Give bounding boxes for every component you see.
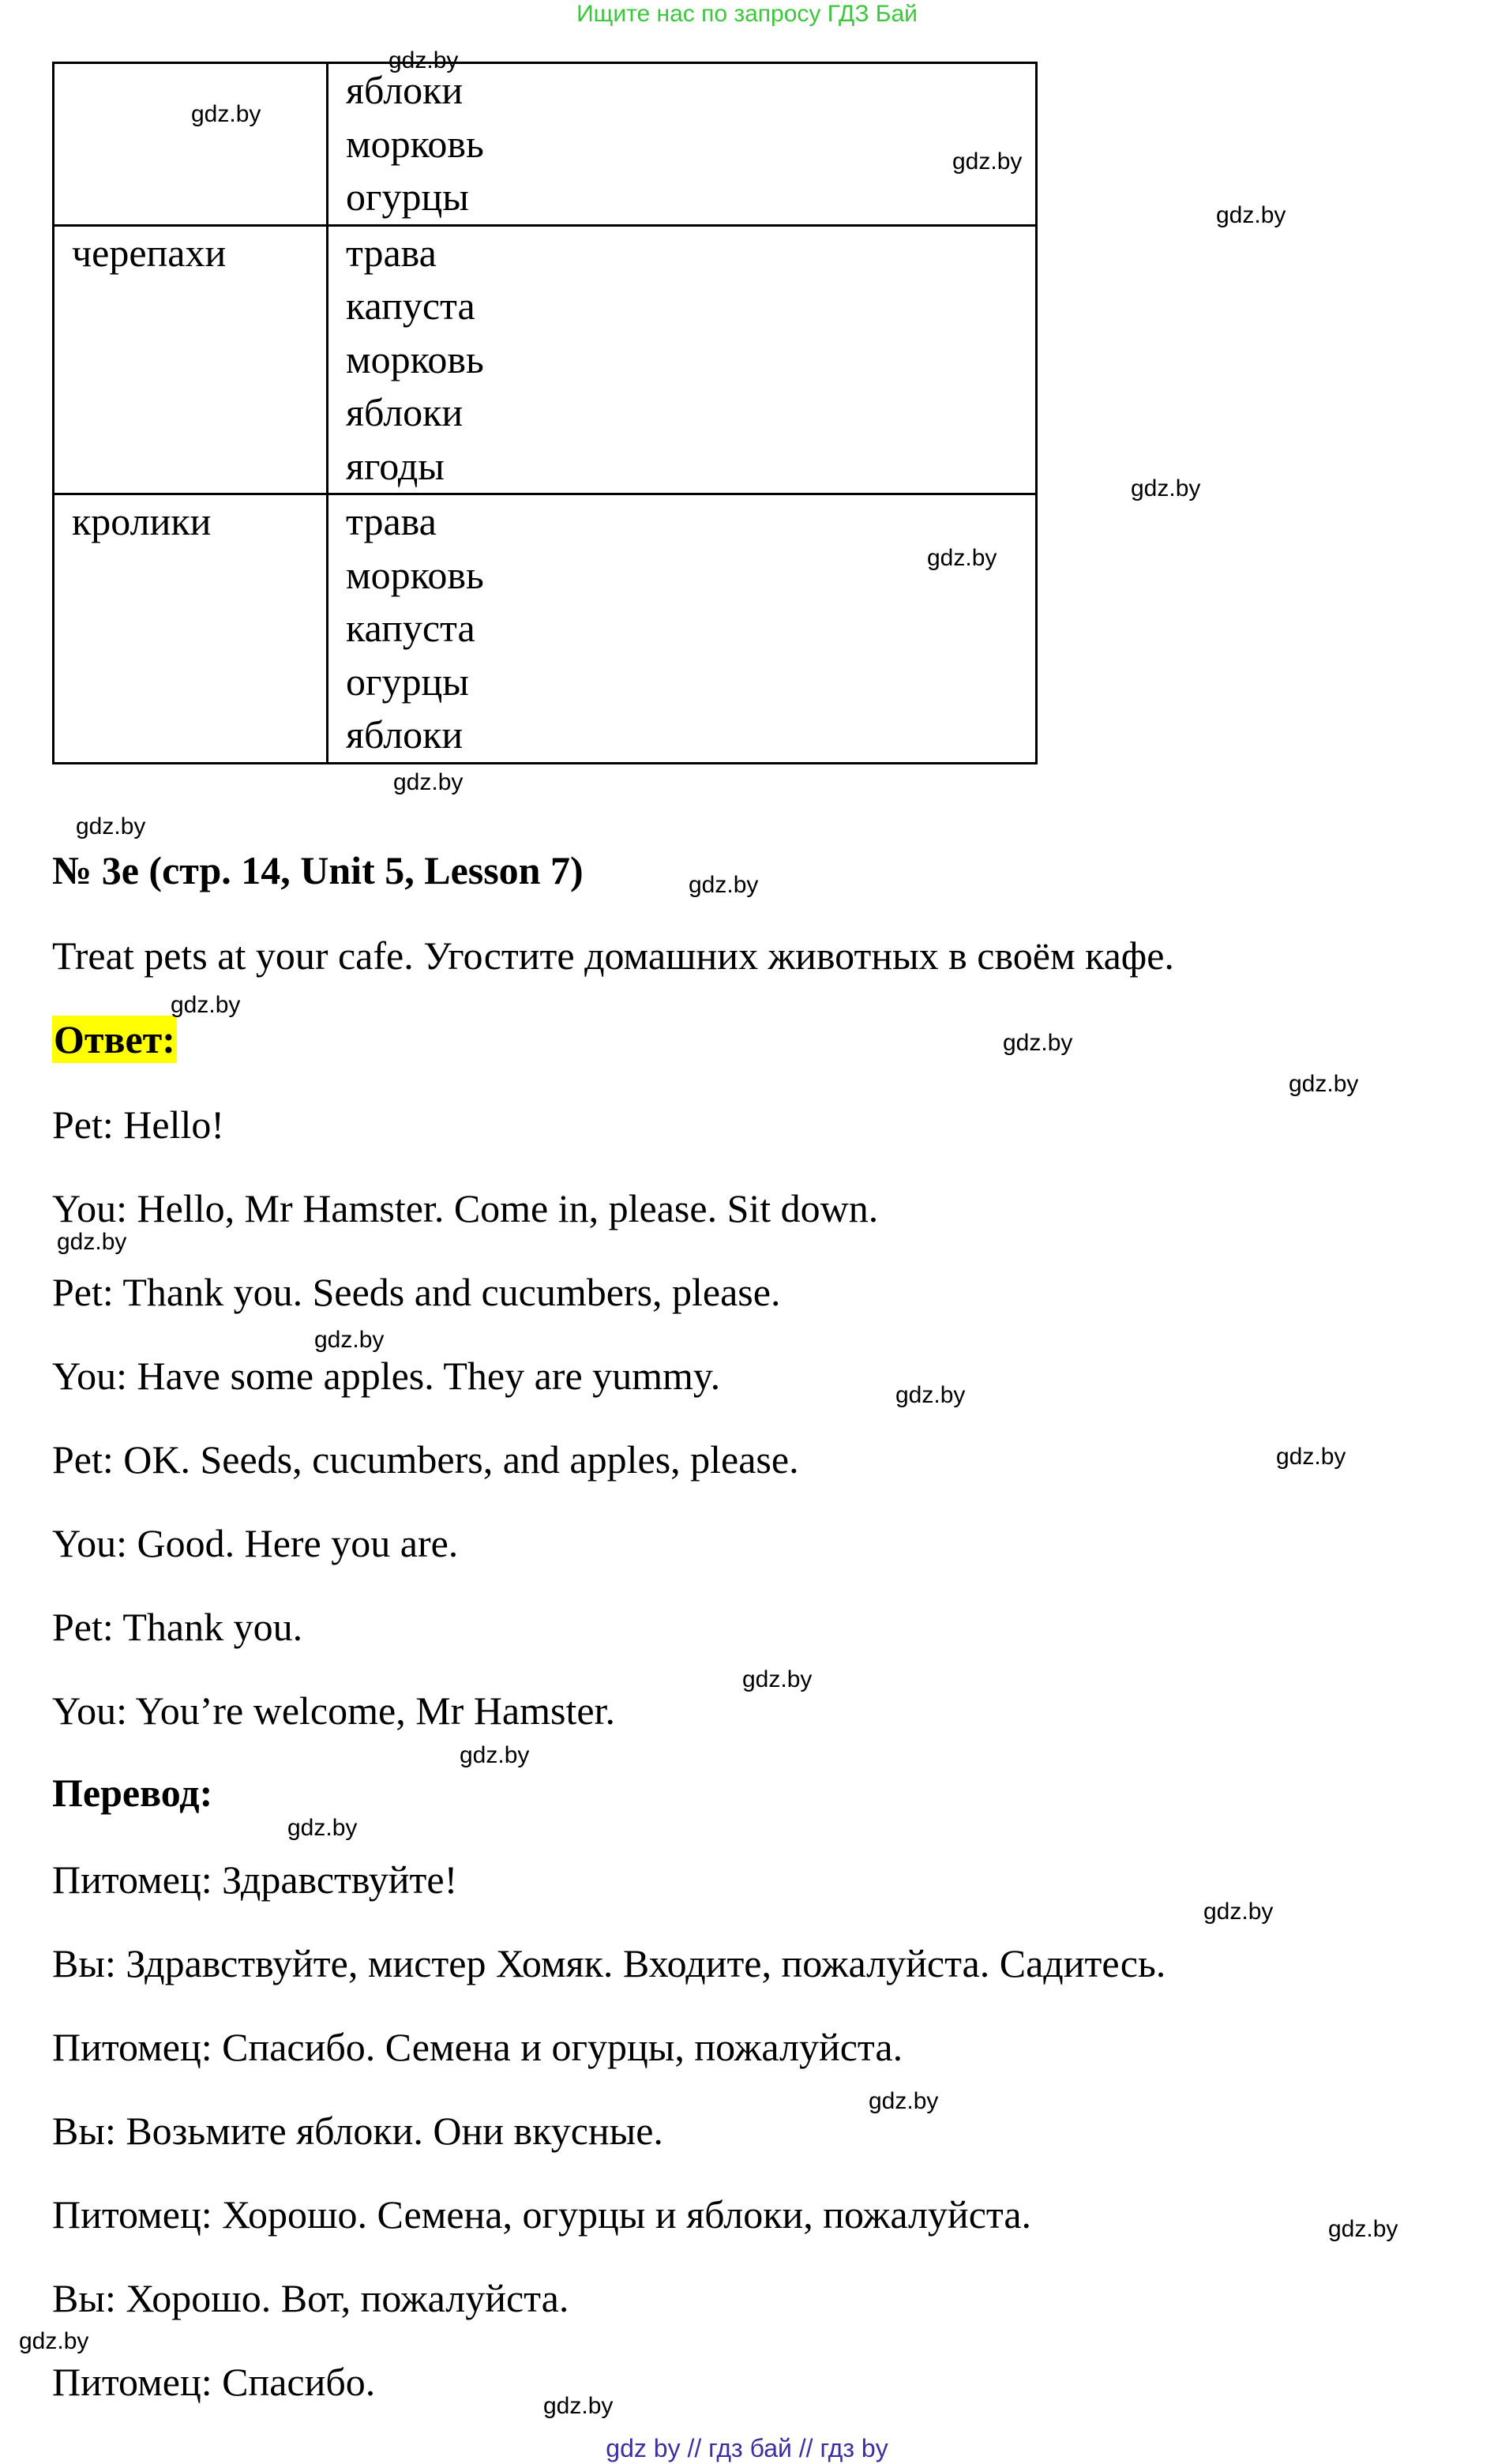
watermark: gdz.by: [543, 2393, 614, 2419]
dialogue-line: Pet: OK. Seeds, cucumbers, and apples, please.: [52, 1437, 799, 1482]
watermark: gdz.by: [314, 1327, 385, 1353]
dialogue-line: Pet: Thank you. Seeds and cucumbers, please.: [52, 1270, 781, 1314]
watermark: gdz.by: [393, 769, 464, 795]
animal-cell: черепахи: [54, 225, 328, 494]
exercise-title: № 3е (стр. 14, Unit 5, Lesson 7): [52, 848, 584, 892]
dialogue-line: Pet: Thank you.: [52, 1605, 303, 1649]
watermark: gdz.by: [952, 148, 1023, 175]
food-item: морковь: [346, 552, 484, 597]
dialogue-line: You: Good. Here you are.: [52, 1521, 459, 1565]
watermark: gdz.by: [460, 1742, 530, 1768]
watermark: gdz.by: [1131, 475, 1201, 501]
answer-label: Ответ:: [54, 1017, 175, 1061]
food-item: яблоки: [346, 390, 464, 434]
search-banner: Ищите нас по запросу ГДЗ Бай: [576, 1, 918, 27]
translation-line: Питомец: Спасибо. Семена и огурцы, пожалуйста.: [52, 2025, 903, 2069]
watermark: gdz.by: [1289, 1071, 1359, 1097]
food-item: трава: [346, 499, 437, 543]
watermark: gdz.by: [869, 2088, 939, 2114]
watermark: gdz.by: [1276, 1444, 1346, 1470]
watermark: gdz.by: [927, 545, 997, 571]
watermark: gdz.by: [895, 1382, 966, 1408]
watermark: gdz.by: [689, 872, 759, 898]
food-item: трава: [346, 230, 437, 275]
food-item: яблоки: [346, 68, 464, 112]
food-item: капуста: [346, 284, 475, 328]
watermark: gdz.by: [57, 1229, 127, 1255]
translation-line: Вы: Возьмите яблоки. Они вкусные.: [52, 2109, 663, 2153]
food-item: капуста: [346, 606, 475, 650]
food-item: яблоки: [346, 712, 464, 757]
food-item: морковь: [346, 121, 484, 166]
foods-cell: [328, 494, 1037, 764]
watermark: gdz.by: [191, 101, 261, 127]
table-row: [54, 63, 1037, 226]
food-item: огурцы: [346, 175, 469, 219]
food-table: [52, 62, 1038, 764]
translation-line: Вы: Здравствуйте, мистер Хомяк. Входите, пожалуйста. Садитесь.: [52, 1941, 1166, 1985]
translation-line: Питомец: Здравствуйте!: [52, 1857, 458, 1902]
food-item: огурцы: [346, 659, 469, 704]
foods-cell: [328, 225, 1037, 494]
watermark: gdz.by: [1203, 1899, 1274, 1925]
translation-line: Питомец: Спасибо.: [52, 2360, 376, 2404]
dialogue-line: You: Have some apples. They are yummy.: [52, 1354, 721, 1398]
animal-cell: [54, 63, 328, 226]
watermark: gdz.by: [389, 47, 459, 73]
dialogue-line: You: Hello, Mr Hamster. Come in, please. Sit down.: [52, 1186, 879, 1230]
translation-line: Вы: Хорошо. Вот, пожалуйста.: [52, 2276, 569, 2320]
watermark: gdz.by: [1328, 2216, 1398, 2242]
food-item: ягоды: [346, 443, 445, 488]
task-text: Treat pets at your cafe. Угостите домашних животных в своём кафе.: [52, 933, 1174, 978]
footer-links: gdz by // гдз бай // гдз by: [606, 2434, 888, 2462]
animal-cell: кролики: [54, 494, 328, 764]
watermark: gdz.by: [1216, 202, 1286, 228]
dialogue-line: You: You’re welcome, Mr Hamster.: [52, 1688, 615, 1733]
watermark: gdz.by: [171, 992, 241, 1018]
foods-cell: [328, 63, 1037, 226]
watermark: gdz.by: [287, 1815, 358, 1841]
food-item: морковь: [346, 336, 484, 381]
watermark: gdz.by: [1003, 1030, 1073, 1056]
watermark: gdz.by: [19, 2328, 89, 2354]
translation-line: Питомец: Хорошо. Семена, огурцы и яблоки, пожалуйста.: [52, 2192, 1032, 2237]
watermark: gdz.by: [742, 1666, 813, 1692]
table-row: [54, 494, 1037, 764]
dialogue-line: Pet: Hello!: [52, 1102, 225, 1147]
table-row: [54, 225, 1037, 494]
watermark: gdz.by: [76, 813, 146, 839]
translation-label: Перевод:: [52, 1771, 213, 1815]
